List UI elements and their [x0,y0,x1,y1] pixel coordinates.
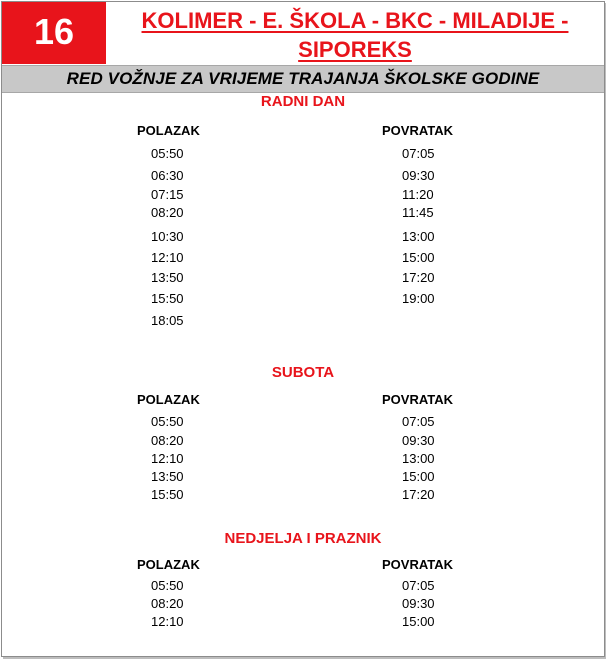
return-time: 15:00 [402,250,435,265]
departure-time: 13:50 [151,469,184,484]
departure-time: 15:50 [151,291,184,306]
departure-time: 12:10 [151,614,184,629]
departure-time: 13:50 [151,270,184,285]
return-time: 07:05 [402,414,435,429]
route-title-line2: SIPOREKS [298,37,412,62]
return-time: 15:00 [402,469,435,484]
departure-header: POLAZAK [137,123,200,138]
section-title-nedjelja-i-praznik: NEDJELJA I PRAZNIK [224,530,382,547]
return-time: 13:00 [402,451,435,466]
schedule-subtitle: RED VOŽNJE ZA VRIJEME TRAJANJA ŠKOLSKE GODINE [66,69,540,88]
return-time: 19:00 [402,291,435,306]
departure-time: 10:30 [151,229,184,244]
departure-time: 06:30 [151,168,184,183]
return-time: 13:00 [402,229,435,244]
departure-time: 12:10 [151,250,184,265]
departure-header: POLAZAK [137,557,200,572]
return-time: 11:20 [402,187,434,202]
return-time: 17:20 [402,487,435,502]
departure-time: 12:10 [151,451,184,466]
route-title-line1: KOLIMER - E. ŠKOLA - BKC - MILADIJE - [141,8,569,33]
departure-time: 05:50 [151,414,184,429]
departure-header: POLAZAK [137,392,200,407]
line-number-badge: 16 [2,2,106,64]
section-title-subota: SUBOTA [271,364,335,381]
route-title [120,6,590,64]
return-time: 09:30 [402,433,435,448]
departure-time: 18:05 [151,313,184,328]
return-time: 17:20 [402,270,435,285]
return-time: 09:30 [402,596,435,611]
departure-time: 08:20 [151,433,184,448]
return-time: 09:30 [402,168,435,183]
departure-time: 08:20 [151,205,184,220]
return-time: 11:45 [402,205,434,220]
return-time: 07:05 [402,146,435,161]
return-header: POVRATAK [382,557,454,572]
schedule-subtitle-bar [2,65,604,93]
return-time: 15:00 [402,614,435,629]
departure-time: 05:50 [151,146,184,161]
departure-time: 15:50 [151,487,184,502]
section-title-radni-dan: RADNI DAN [260,93,346,110]
return-time: 07:05 [402,578,435,593]
return-header: POVRATAK [382,392,454,407]
departure-time: 05:50 [151,578,184,593]
departure-time: 08:20 [151,596,184,611]
timetable-frame [1,1,605,657]
departure-time: 07:15 [151,187,184,202]
return-header: POVRATAK [382,123,454,138]
